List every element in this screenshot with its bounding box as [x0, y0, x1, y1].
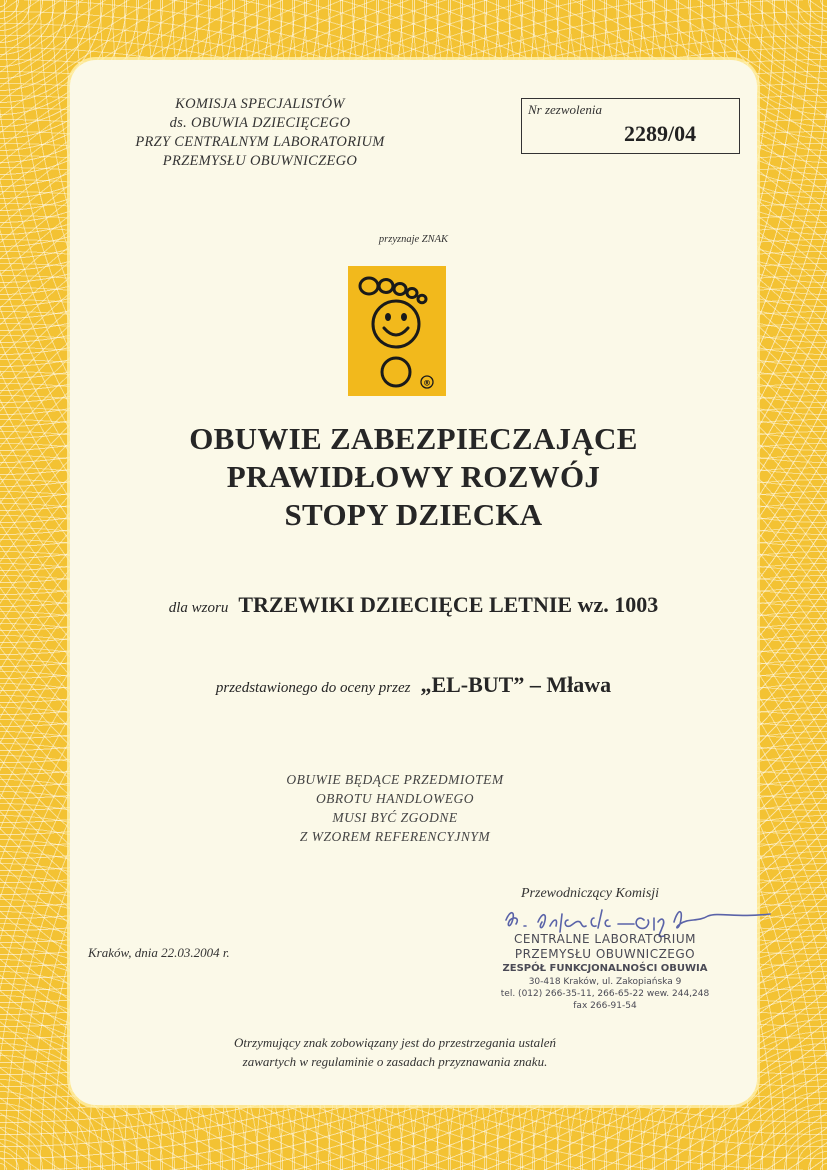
stamp-line: ZESPÓŁ FUNKCJONALNOŚCI OBUWIA [502, 963, 708, 974]
registered-mark: ® [423, 378, 431, 388]
notice-line: MUSI BYĆ ZGODNE [332, 810, 458, 825]
model-name: TRZEWIKI DZIECIĘCE LETNIE wz. 1003 [238, 592, 659, 617]
smiling-foot-logo-icon [348, 266, 446, 396]
stamp-line: fax 266-91-54 [573, 1001, 637, 1011]
stamp-line: PRZEMYSŁU OBUWNICZEGO [514, 947, 696, 961]
laboratory-stamp [480, 932, 730, 1012]
permit-box [521, 98, 740, 154]
notice-line: OBROTU HANDLOWEGO [315, 791, 475, 806]
place-date: Kraków, dnia 22.03.2004 r. [88, 945, 230, 960]
title-line: OBUWIE ZABEZPIECZAJĄCE [189, 421, 638, 456]
presented-prefix: przedstawionego do oceny przez [215, 680, 411, 696]
notice-block [0, 770, 790, 846]
logo-graphic [348, 266, 446, 396]
model-line [0, 592, 827, 618]
grants-text: przyznaje ZNAK [378, 234, 449, 245]
issuer-line: ds. OBUWIA DZIECIĘCEGO [169, 115, 351, 131]
footer-line: Otrzymujący znak zobowiązany jest do przestrzegania ustaleń [233, 1035, 557, 1050]
permit-number: 2289/04 [624, 121, 697, 146]
chairman-label: Przewodniczący Komisji [521, 886, 660, 901]
stamp-line: CENTRALNE LABORATORIUM [514, 932, 696, 946]
issuer-line: KOMISJA SPECJALISTÓW [175, 96, 345, 112]
presented-line [0, 672, 827, 698]
footer-line: zawartych w regulaminie o zasadach przyznawania znaku. [242, 1054, 548, 1069]
notice-line: Z WZOREM REFERENCYJNYM [299, 829, 491, 844]
model-prefix: dla wzoru [168, 600, 229, 616]
issuer-line: PRZEMYSŁU OBUWNICZEGO [162, 153, 358, 169]
title-line: PRAWIDŁOWY ROZWÓJ [226, 459, 601, 494]
company-name: „EL-BUT” – Mława [420, 672, 612, 697]
permit-label: Nr zezwolenia [528, 102, 603, 117]
notice-line: OBUWIE BĘDĄCE PRZEDMIOTEM [286, 772, 504, 787]
certificate-title [0, 420, 827, 534]
issuer-line: PRZY CENTRALNYM LABORATORIUM [135, 134, 385, 150]
stamp-line: 30-418 Kraków, ul. Zakopiańska 9 [528, 977, 682, 987]
title-line: STOPY DZIECKA [284, 497, 543, 532]
footer-note [0, 1033, 790, 1071]
issuer-block [110, 95, 410, 171]
stamp-line: tel. (012) 266-35-11, 266-65-22 wew. 244,248 [500, 989, 710, 999]
